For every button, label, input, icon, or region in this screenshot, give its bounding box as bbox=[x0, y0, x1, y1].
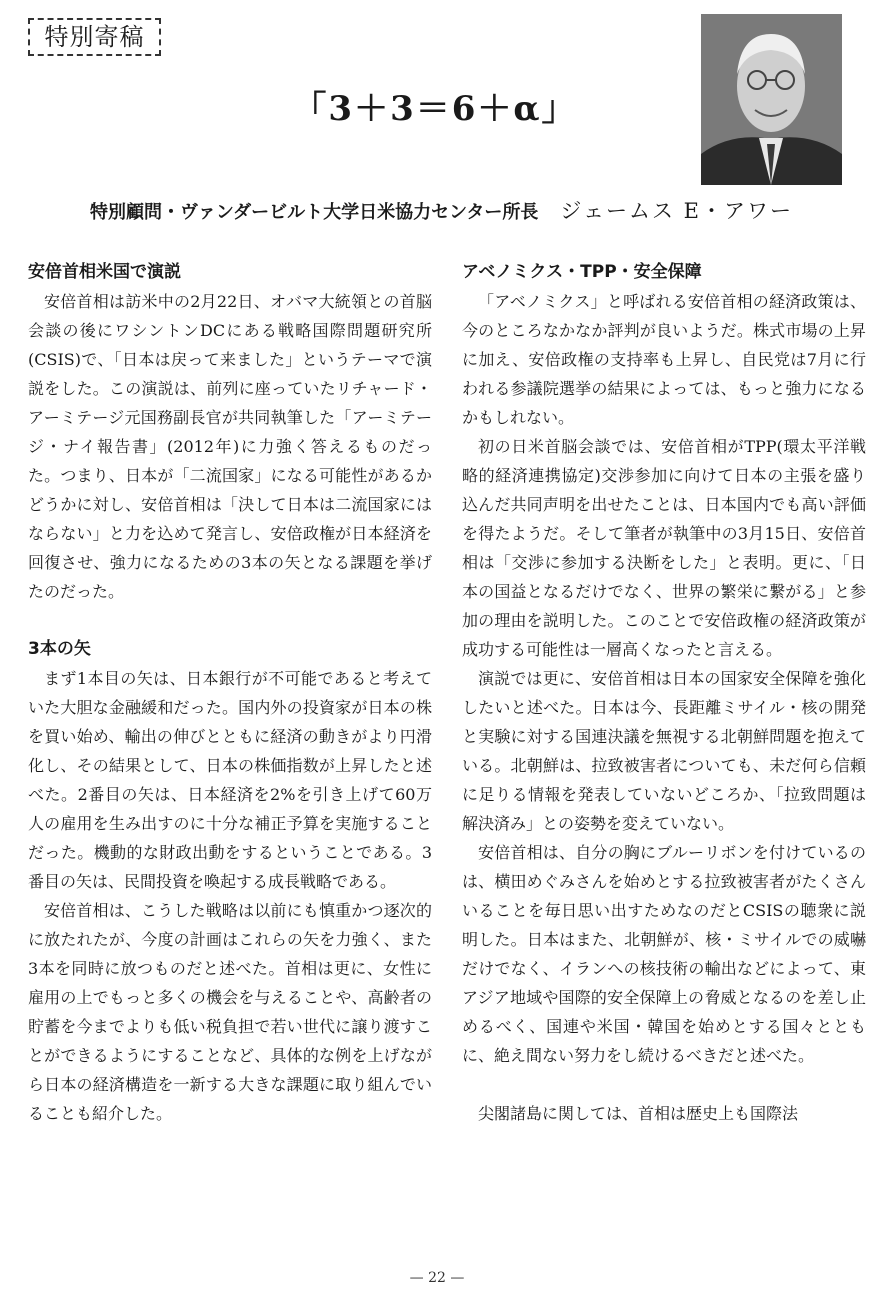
left-column bbox=[28, 258, 432, 1128]
article-category-tag: 特別寄稿 bbox=[28, 18, 161, 56]
author-name: ジェームス E・アワー bbox=[560, 199, 793, 223]
author-byline bbox=[90, 194, 850, 230]
author-role: 特別顧問・ヴァンダービルト大学日米協力センター所長 bbox=[90, 202, 539, 223]
paragraph: 初の日米首脳会談では、安倍首相がTPP(環太平洋戦略的経済連携協定)交渉参加に向けて日本の主張を盛り込んだ共同声明を出せたことは、日本国内でも高い評価を得たようだ。そして筆者が執筆中の3月15日、安倍首相は「交渉に参加する決断をした」と表明。更に、「日本の国益となるだけでなく、世界の繁栄に繋がる」と参加の理由を説明した。このことで安倍政権の経済政策が成功する可能性は一層高くなったと言える。 bbox=[462, 437, 866, 659]
article-title: 「3＋3＝6＋α」 bbox=[292, 89, 578, 129]
paragraph: 「アベノミクス」と呼ばれる安倍首相の経済政策は、今のところなかなか評判が良いようだ。株式市場の上昇に加え、安倍政権の支持率も上昇し、自民党は7月に行われる参議院選挙の結果によっては、もっと強力になるかもしれない。 bbox=[462, 292, 866, 427]
paragraph: まず1本目の矢は、日本銀行が不可能であると考えていた大胆な金融緩和だった。国内外の投資家が日本の株を買い始め、輸出の伸びとともに経済の動きがより円滑化し、その結果として、日本の株価指数が上昇したと述べた。2番目の矢は、日本経済を2%を引き上げて60万人の雇用を生み出すのに十分な補正予算を実施することだった。機動的な財政出動をするということである。3番目の矢は、民間投資を喚起する成長戦略である。 bbox=[28, 669, 432, 891]
paragraph: 安倍首相は訪米中の2月22日、オバマ大統領との首脳会談の後にワシントンDCにある戦略国際問題研究所(CSIS)で、「日本は戻って来ました」というテーマで演説をした。この演説は、前列に座っていたリチャード・アーミテージ元国務副長官が共同執筆した「アーミテージ・ナイ報告書」(2012年)に力強く答えるものだった。つまり、日本が「二流国家」になる可能性があるかどうかに対し、安倍首相は「決して日本は二流国家にはならない」と力を込めて発言し、安倍政権が日本経済を回復させ、強力になるための3本の矢となる課題を挙げたのだった。 bbox=[28, 292, 432, 601]
right-column bbox=[462, 258, 866, 1128]
paragraph: 演説では更に、安倍首相は日本の国家安全保障を強化したいと述べた。日本は今、長距離ミサイル・核の開発と実験に対する国連決議を無視する北朝鮮問題を抱えている。北朝鮮は、拉致被害者についても、未だ何ら信頼に足りる情報を発表していないどころか、「拉致問題は解決済み」との姿勢を変えていない。 bbox=[462, 669, 866, 833]
author-photo bbox=[701, 14, 842, 185]
paragraph: 尖閣諸島に関しては、首相は歴史上も国際法 bbox=[478, 1104, 799, 1123]
page-number: — 22 — bbox=[409, 1270, 465, 1286]
section-heading: 3本の矢 bbox=[28, 639, 91, 659]
section-heading: 安倍首相米国で演説 bbox=[28, 262, 181, 282]
paragraph: 安倍首相は、自分の胸にブルーリボンを付けているのは、横田めぐみさんを始めとする拉致被害者がたくさんいることを毎日思い出すためなのだとCSISの聴衆に説明した。日本はまた、北朝鮮が、核・ミサイルでの威嚇だけでなく、イランへの核技術の輸出などによって、東アジア地域や国際的安全保障上の脅威となるのを差し止めるべく、国連や米国・韓国を始めとする国々とともに、絶え間ない努力をし続けるべきだと述べた。 bbox=[462, 843, 866, 1065]
paragraph: 安倍首相は、こうした戦略は以前にも慎重かつ逐次的に放たれたが、今度の計画はこれらの矢を力強く、また3本を同時に放つものだと述べた。首相は更に、女性に雇用の上でもっと多くの機会を与えることや、高齢者の貯蓄を今までよりも低い税負担で若い世代に譲り渡すことができるようにすることなど、具体的な例を上げながら日本の経済構造を一新する大きな課題に取り組んでいることも紹介した。 bbox=[28, 901, 432, 1123]
section-heading: アベノミクス・TPP・安全保障 bbox=[462, 262, 702, 282]
